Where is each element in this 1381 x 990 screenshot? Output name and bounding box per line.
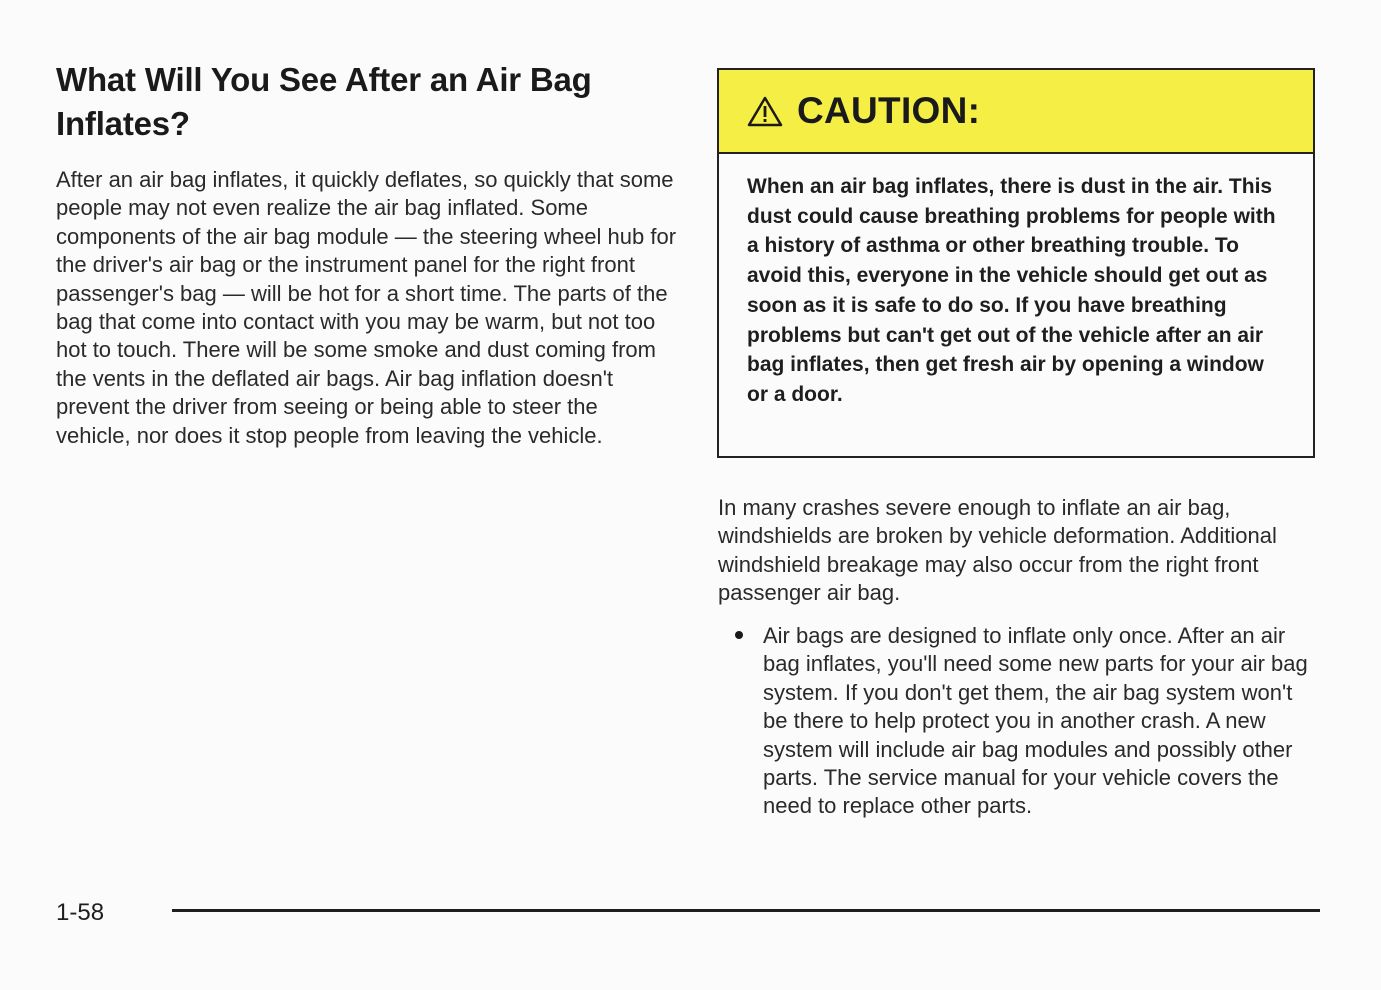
footer-divider xyxy=(172,909,1320,912)
list-item xyxy=(718,622,1318,821)
caution-body: When an air bag inflates, there is dust in the air. This dust could cause breathing problems for people with a history of asthma or other breathing trouble. To avoid this, everyone in the vehicle should get out as soon as it is safe to do so. If you have breathing problems but can't get out of the vehicle after an air bag inflates, then get fresh air by opening a window or a door. xyxy=(747,175,1276,406)
section-heading: What Will You See After an Air Bag Inflates? xyxy=(56,61,592,142)
bullet-icon xyxy=(735,631,743,639)
page-number: 1-58 xyxy=(56,899,105,926)
bullet-list xyxy=(718,622,1318,821)
body-paragraph-left: After an air bag inflates, it quickly deflates, so quickly that some people may not even realize the air bag inflated. Some components of the air bag module — the steering wheel hub for the driver's air bag or the instrument panel for the right front passenger's bag — will be hot for a short time. The parts of the bag that come into contact with you may be warm, but not too hot to touch. There will be some smoke and dust coming from the vents in the deflated air bags. Air bag inflation doesn't prevent the driver from seeing or being able to steer the vehicle, nor does it stop people from leaving the vehicle. xyxy=(56,167,677,448)
caution-header xyxy=(719,70,1313,154)
warning-triangle-icon xyxy=(747,95,783,127)
body-paragraph-right: In many crashes severe enough to inflate an air bag, windshields are broken by vehicle deformation. Additional windshield breakage may also occur from the right front passenger air bag. xyxy=(718,495,1277,606)
caution-box xyxy=(717,68,1315,458)
list-item-text: Air bags are designed to inflate only once. After an air bag inflates, you'll need some new parts for your air bag system. If you don't get them, the air bag system won't be there to help protect you in another crash. A new system will include air bag modules and possibly other parts. The service manual for your vehicle covers the need to replace other parts. xyxy=(763,623,1308,819)
caution-title: CAUTION: xyxy=(797,90,981,131)
